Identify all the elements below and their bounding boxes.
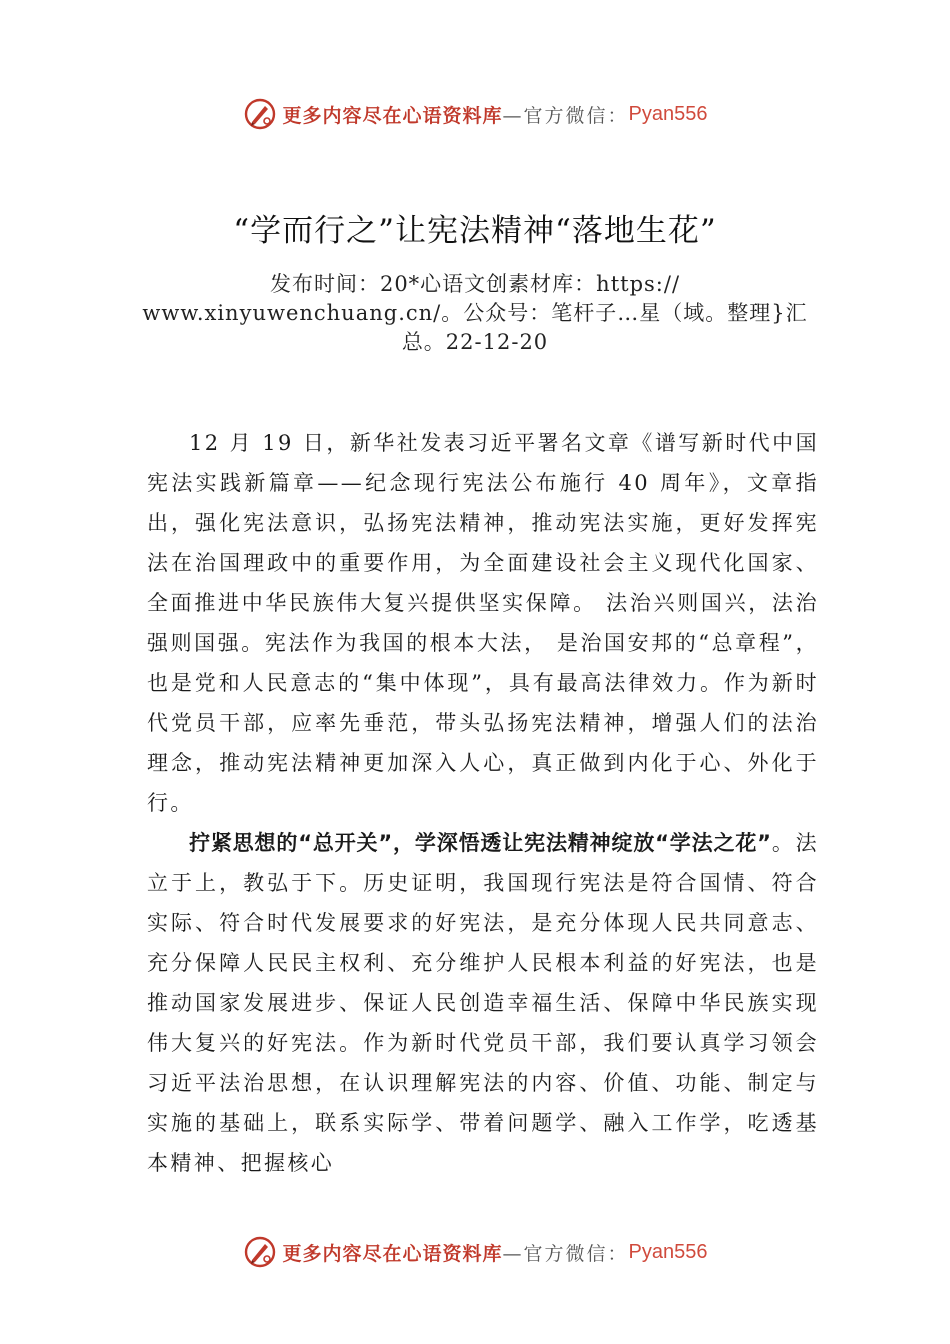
paragraph-2-heading: 拧紧思想的“总开关”，学深悟透让宪法精神绽放“学法之花” <box>189 831 772 855</box>
footer-banner <box>0 1232 950 1272</box>
banner-text: 更多内容尽在心语资料库 <box>282 1242 503 1265</box>
paragraph-2 <box>147 823 819 1183</box>
logo-icon <box>243 97 277 131</box>
banner-text: 更多内容尽在心语资料库 <box>282 104 503 127</box>
paragraph-1: 12 月 19 日，新华社发表习近平署名文章《谱写新时代中国宪法实践新篇章——纪念现行宪法公布施行 40 周年》，文章指出，强化宪法意识，弘扬宪法精神，推动宪法实施，更好发挥宪法在治国理政中的重要作用，为全面建设社会主义现代化国家、全面推进中华民族伟大复兴提供坚实保障。 法治兴则国兴，法治强则国强。宪法作为我国的根本大法， 是治国安邦的“总章程”，也是党和人民意志的“集中体现”，具有最高法律效力。作为新时代党员干部，应率先垂范，带头弘扬宪法精神，增强人们的法治理念，推动宪法精神更加深入人心，真正做到内化于心、外化于行。 <box>147 431 819 815</box>
banner-wechat-label: —官方微信： <box>502 1242 629 1265</box>
header-banner <box>0 94 950 134</box>
banner-wechat-id: Pyan556 <box>628 102 708 125</box>
article-title: “学而行之”让宪法精神“落地生花” <box>233 213 717 249</box>
banner-wechat-label: —官方微信： <box>502 104 629 127</box>
article-meta: 发布时间：20*心语文创素材库：https:// www.xinyuwenchuang.cn/。公众号：笔杆子…星（域。整理}汇总。22-12-20 <box>142 272 808 354</box>
paragraph-2-text: 。法立于上，教弘于下。历史证明，我国现行宪法是符合国情、符合实际、符合时代发展要求的好宪法，是充分体现人民共同意志、充分保障人民民主权利、充分维护人民根本利益的好宪法，也是推动国家发展进步、保证人民创造幸福生活、保障中华民族实现伟大复兴的好宪法。作为新时代党员干部，我们要认真学习领会习近平法治思想，在认识理解宪法的内容、价值、功能、制定与实施的基础上，联系实际学、带着问题学、融入工作学，吃透基本精神、把握核心 <box>147 831 819 1175</box>
logo-icon <box>243 1235 277 1269</box>
article-body <box>147 423 819 1183</box>
banner-wechat-id: Pyan556 <box>628 1240 708 1263</box>
